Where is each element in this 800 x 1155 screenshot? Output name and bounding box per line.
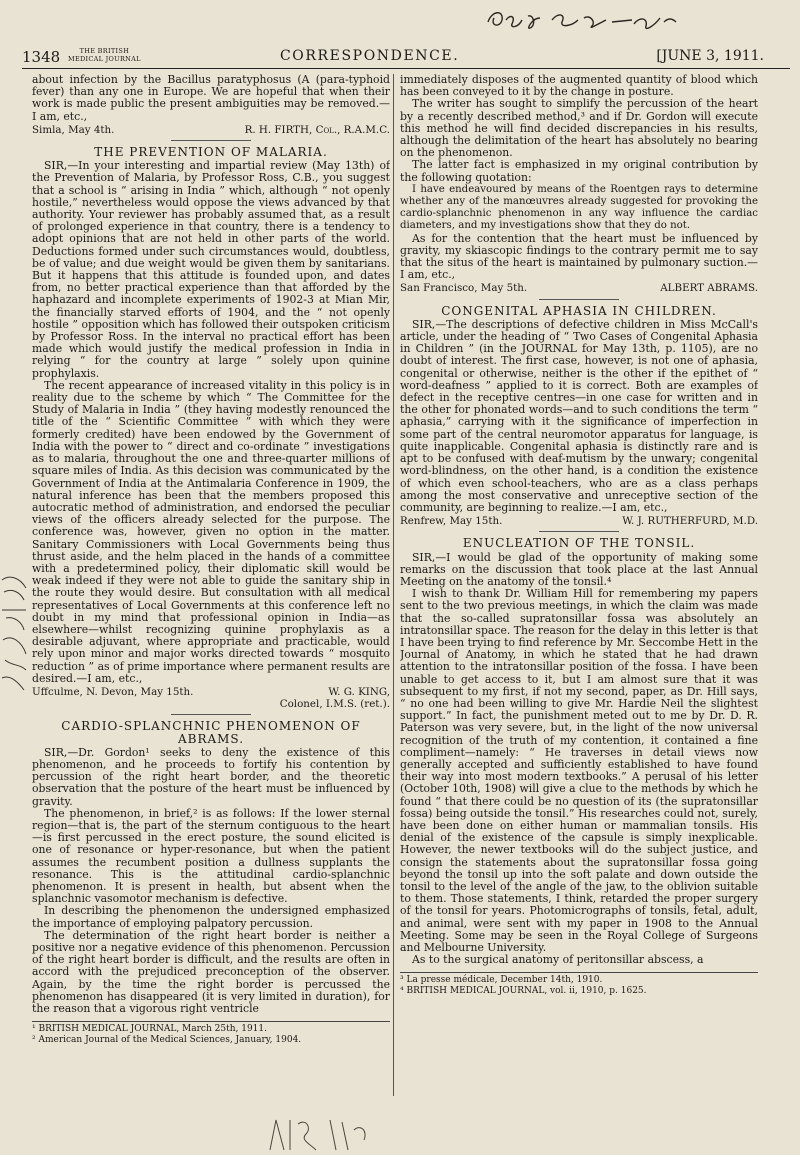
malaria-paragraph: The recent appearance of increased vitality in this policy is in reality due to the scheme by which “ The Committee for the Study of Malaria in India ” (they having modestly renounced the title of the “ Scientific Committee ” with which they were formerly credited) have been endowed by the Government of India with the power to “ direct and co-ordinate ” investigations as to malaria, throughout the one and three-quarter millions of square miles of India. As this decision was communicated by the Government of India at the Antimalaria Conference in 1909, the natural inference has been that the members proposed this autocratic method of administration, and endorsed the peculiar views of the officers already selected for the purpose. The conference was, however, given no option in the matter. Sanitary Commissioners with Local Governments being thus thrust aside, and the helm placed in the hands of a committee with a predetermined policy, their diplomatic skill would be weak indeed if they were not able to guide the sanitary ship in the route they would desire. But consultation with all medical representatives of Local Governments at this conference left no doubt in my mind that professional opinion in India—as elsewhere—whilst recognizing quinine prophylaxis as a desirable adjuvant, where appropriate and practicable, would rely upon minor and major works directed towards “ mosquito reduction ” as of prime importance where permanent results are desired.—I am, etc., (32, 378, 390, 685)
margin-doodle (0, 570, 30, 700)
abrams-paragraph: The writer has sought to simplify the percussion of the heart by a recently described method,³ and if Dr. Gordon will execute this method he will find decided discrepancies in his results, although the delimitation of the heart has absolutely no bearing on the phenomenon. (400, 97, 758, 160)
malaria-rank: Colonel, I.M.S. (ret.). (279, 698, 390, 711)
footnote: ² American Journal of the Medical Sciences, January, 1904. (32, 1034, 302, 1045)
right-column (400, 74, 758, 1100)
separator (171, 714, 251, 715)
journal-name: THE BRITISH MEDICAL JOURNAL (68, 47, 141, 63)
separator (171, 140, 251, 141)
tonsil-paragraph: As to the surgical anatomy of peritonsillar abscess, a (412, 953, 704, 967)
aphasia-paragraph: SIR,—The descriptions of defective children in Miss McCall's article, under the heading of “ Two Cases of Congenital Aphasia in Children ” (in the JOURNAL for May 13th, p. 1105), are no doubt of interest. The first case, however, is not one of aphasia, congenital or otherwise, neither is the other if the epithet of “ word-deafness ” applied to it is correct. Both are examples of defect in the receptive centres—in one case for written and in the other for phonated words—and to such conditions the term “ aphasia,” carrying with it the significance of imperfection in some part of the central neuromotor apparatus for language, is quite inapplicable. Congenital aphasia is distinctly rare and is apt to be confused with deaf-mutism by the unwary; congenital word-blindness, on the other hand, is a condition the existence of which even school-teachers, who are as a class perhaps among the most conservative and unreceptive section of the community, are beginning to realize.—I am, etc., (400, 317, 758, 514)
aphasia-signer: W. J. RUTHERFURD, M.D. (622, 515, 758, 528)
aphasia-signature (400, 515, 758, 527)
tonsil-paragraph: SIR,—I would be glad of the opportunity of making some remarks on the discussion that took place at the last Annual Meeting on the anatomy of the tonsil.⁴ (400, 550, 758, 588)
separator (539, 531, 619, 532)
issue-date: [JUNE 3, 1911. (656, 48, 764, 64)
aphasia-place: Renfrew, May 15th. (400, 515, 503, 528)
cardio-paragraph: In describing the phenomenon the undersigned emphasized the importance of employing palpatory percussion. (32, 904, 390, 930)
malaria-paragraph: SIR,—In your interesting and impartial review (May 13th) of the Prevention of Malaria, by Professor Ross, C.B., you suggest that a school is “ arising in India ” which, although “ not openly hostile,” nevertheless would oppose the views advanced by that authority. Your reviewer has probably assumed that, as a result of prolonged experience in that country, there is a tendency to adopt opinions that are not held in other parts of the world. Deductions formed under such circumstances would, doubtless, be of value; and due weight would be given them by sanitarians. But it happens that this attitude is founded upon, and dates from, no better practical experience than that afforded by the haphazard and incomplete experiments of 1902-3 at Mian Mir, the financially starved efforts of 1904, and the “ not openly hostile ” opposition which has followed their outspoken criticism by Professor Ross. In the interval no practical effort has been made which would justify the medical profession in India in relying “ for the country at large ” solely upon quinine prophylaxis. (32, 159, 390, 380)
footnotes-right (400, 972, 758, 996)
column-rule (393, 74, 394, 1096)
footnotes-left (32, 1021, 390, 1045)
abrams-place: San Francisco, May 5th. (400, 282, 528, 295)
malaria-heading: THE PREVENTION OF MALARIA. (94, 145, 328, 160)
abrams-quotation: I have endeavoured by means of the Roentgen rays to determine whether any of the manœuvres already suggested for provoking the cardio-splanchnic phenomenon in any way influence the cardiac diameters, and my investigations show that they do not. (400, 183, 758, 232)
footnote: ⁴ BRITISH MEDICAL JOURNAL, vol. ii, 1910, p. 1625. (400, 985, 647, 996)
tonsil-heading: ENUCLEATION OF THE TONSIL. (462, 536, 696, 551)
left-column (32, 74, 390, 1100)
cardio-paragraph: SIR,—Dr. Gordon¹ seeks to deny the existence of this phenomenon, and he proceeds to fortify his contention by percussion of the right heart border, and the theoretic observation that the posture of the heart must be influenced by gravity. (32, 745, 390, 808)
page-header (22, 46, 790, 69)
intro-place: Simla, May 4th. (32, 123, 115, 136)
intro-paragraph: about infection by the Bacillus paratyphosus (A (para-typhoid fever) than any one in Europe. We are hopeful that when their work is made public the present ambiguities may be removed.—I am, etc., (32, 74, 390, 123)
handwritten-annotation (482, 4, 680, 34)
intro-signer: R. H. FIRTH, Col., R.A.M.C. (244, 123, 390, 136)
malaria-place: Uffculme, N. Devon, May 15th. (32, 685, 194, 698)
abrams-paragraph: The latter fact is emphasized in my original contribution by the following quotation: (400, 158, 758, 184)
cardio-heading: CARDIO-SPLANCHNIC PHENOMENON OF ABRAMS. (61, 719, 361, 746)
aphasia-heading: CONGENITAL APHASIA IN CHILDREN. (441, 303, 717, 318)
footnote: ¹ BRITISH MEDICAL JOURNAL, March 25th, 1911. (32, 1024, 267, 1035)
cardio-paragraph: The determination of the right heart border is neither a positive nor a negative evidence of this phenomenon. Percussion of the right heart border is difficult, and the results are often in accord with the prejudiced preconception of the observer. Again, by the time the right border is percussed the phenomenon has disappeared (it is very limited in duration), for the reason that a vigorous right ventricle (32, 928, 390, 1016)
abrams-paragraph: As for the contention that the heart must be influenced by gravity, my skiascopic findings to the contrary permit me to say that the situs of the heart is maintained by pulmonary suction.—I am, etc., (400, 231, 758, 282)
pencil-sketch (250, 1100, 400, 1155)
separator (539, 299, 619, 300)
abrams-paragraph: immediately disposes of the augmented quantity of blood which has been conveyed to it by the change in posture. (400, 74, 758, 99)
malaria-signer: W. G. KING, (328, 685, 390, 698)
malaria-signature (32, 686, 390, 710)
tonsil-paragraph: I wish to thank Dr. William Hill for remembering my papers sent to the two previous meetings, in which the claim was made that the so-called supratonsillar fossa was absolutely an intratonsillar space. The reason for the delay in this letter is that I have been trying to find reference by Mr. Seccombe Hett in the Journal of Anatomy, in which he stated that he had drawn attention to the intratonsillar position of the fossa. I have been unable to get access to it, but I am almost sure that it was subsequent to my first, if not my second, paper, as Dr. Hill says, “ no one had been willing to give Mr. Hardie Neil the slightest support.” In fact, the punishment meted out to me by Dr. D. R. Paterson was very severe, but, in the light of the now universal recognition of the truth of my contention, it contained a fine compliment—namely: “ He traverses in detail views now generally accepted and sufficiently established to have found their way into most modern textbooks.” A perusal of his letter (October 10th, 1908) will give a clue to the methods by which he found “ that there could be no question of its (the supratonsillar fossa) being outside the tonsil.” His researches could not, surely, have been done on either human or mammalian tonsils. His denial of the existence of the capsule is simply inexplicable. However, the newer textbooks will do the subject justice, and consign the statements about the supratonsillar fossa going beyond the tonsil up into the soft palate and down outside the tonsil to the level of the angle of the jaw, to the oblivion suitable to them. Those statements, I think, retarded the proper surgery of the tonsil for years. Photomicrographs of tonsils, fetal, adult, and animal, were sent with my paper in 1908 to the Annual Meeting. Some may be seen in the Royal College of Surgeons and Melbourne University. (400, 587, 758, 955)
abrams-signer: ALBERT ABRAMS. (660, 282, 758, 295)
abrams-signature (400, 282, 758, 294)
cardio-paragraph: The phenomenon, in brief,² is as follows: If the lower sternal region—that is, the part of the sternum contiguous to the heart—is first percussed in the erect posture, the sound elicited is one of resonance or hyper-resonance, but when the patient assumes the recumbent position a dullness supplants the resonance. This is the attitudinal cardio-splanchnic phenomenon. It is present in health, but absent when the splanchnic vasomotor mechanism is defective. (32, 806, 390, 906)
footnote: ³ La presse médicale, December 14th, 1910. (400, 975, 603, 986)
section-title: CORRESPONDENCE. (280, 48, 460, 64)
intro-signature (32, 124, 390, 136)
page-number: 1348 (22, 48, 61, 66)
